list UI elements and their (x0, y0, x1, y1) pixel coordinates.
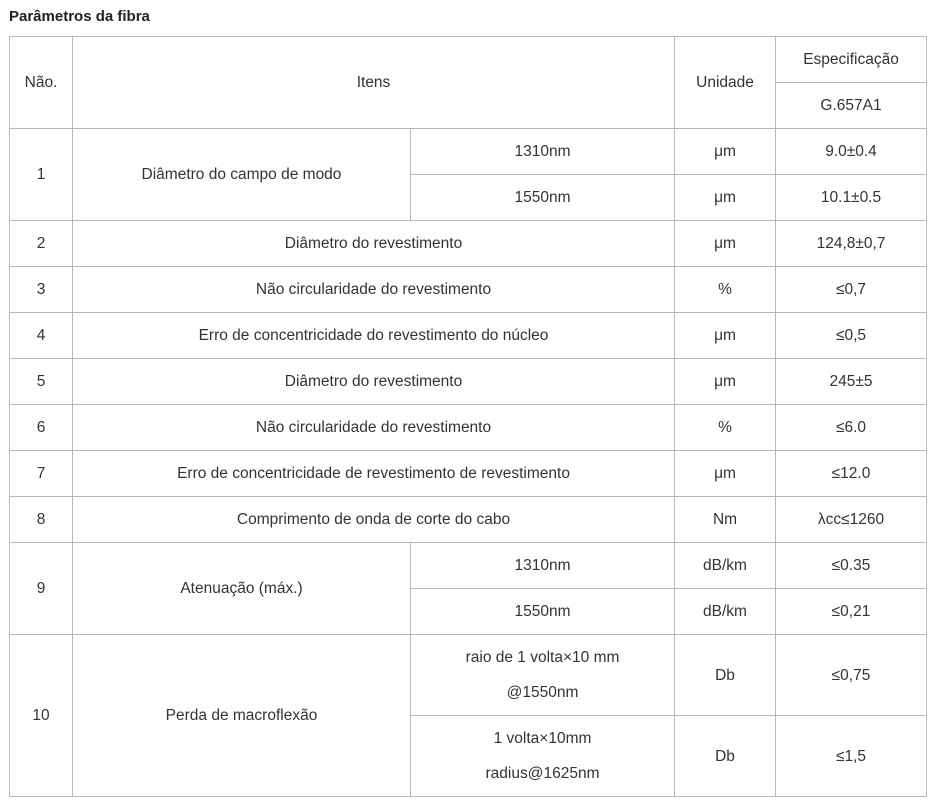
row-value: ≤1,5 (776, 716, 927, 797)
fiber-parameters-table (9, 36, 927, 797)
row-condition: 1550nm (411, 589, 675, 635)
row-condition: 1550nm (411, 175, 675, 221)
row-value: ≤0,7 (776, 267, 927, 313)
row-item: Não circularidade do revestimento (73, 267, 675, 313)
row-unit: μm (675, 313, 776, 359)
table-row (10, 129, 927, 175)
header-spec: Especificação (776, 37, 927, 83)
row-item: Diâmetro do revestimento (73, 221, 675, 267)
row-item: Atenuação (máx.) (73, 543, 411, 635)
table-row (10, 313, 927, 359)
row-value: 9.0±0.4 (776, 129, 927, 175)
condition-line-1: 1 volta×10mm (493, 730, 592, 747)
header-items: Itens (73, 37, 675, 129)
row-unit: dB/km (675, 543, 776, 589)
row-number: 10 (10, 635, 73, 797)
row-value: ≤0,21 (776, 589, 927, 635)
header-spec-type: G.657A1 (776, 83, 927, 129)
row-unit: Db (675, 635, 776, 716)
row-value: ≤12.0 (776, 451, 927, 497)
row-value: ≤0.35 (776, 543, 927, 589)
row-number: 2 (10, 221, 73, 267)
row-condition (411, 635, 675, 716)
row-unit: μm (675, 129, 776, 175)
header-unit: Unidade (675, 37, 776, 129)
row-value: ≤6.0 (776, 405, 927, 451)
row-value: λcc≤1260 (776, 497, 927, 543)
row-unit: μm (675, 221, 776, 267)
row-item: Comprimento de onda de corte do cabo (73, 497, 675, 543)
row-item: Perda de macroflexão (73, 635, 411, 797)
row-value: ≤0,5 (776, 313, 927, 359)
table-row (10, 405, 927, 451)
table-row (10, 635, 927, 716)
condition-line-2: radius@1625nm (485, 765, 600, 782)
row-condition (411, 716, 675, 797)
row-unit: dB/km (675, 589, 776, 635)
condition-line-2: @1550nm (506, 684, 579, 701)
table-row (10, 497, 927, 543)
row-item: Diâmetro do campo de modo (73, 129, 411, 221)
table-row (10, 359, 927, 405)
header-no: Não. (10, 37, 73, 129)
page-title: Parâmetros da fibra (9, 8, 150, 25)
row-unit: Nm (675, 497, 776, 543)
row-number: 4 (10, 313, 73, 359)
row-number: 3 (10, 267, 73, 313)
row-number: 6 (10, 405, 73, 451)
row-unit: μm (675, 175, 776, 221)
table-row (10, 267, 927, 313)
row-unit: Db (675, 716, 776, 797)
row-condition: 1310nm (411, 543, 675, 589)
row-number: 8 (10, 497, 73, 543)
row-number: 7 (10, 451, 73, 497)
row-number: 1 (10, 129, 73, 221)
row-unit: μm (675, 359, 776, 405)
table-row (10, 451, 927, 497)
row-number: 5 (10, 359, 73, 405)
row-item: Erro de concentricidade de revestimento de revestimento (73, 451, 675, 497)
row-value: 245±5 (776, 359, 927, 405)
table-row (10, 221, 927, 267)
row-item: Não circularidade do revestimento (73, 405, 675, 451)
row-item: Diâmetro do revestimento (73, 359, 675, 405)
condition-line-1: raio de 1 volta×10 mm (465, 649, 620, 666)
row-value: 124,8±0,7 (776, 221, 927, 267)
row-unit: % (675, 405, 776, 451)
row-unit: μm (675, 451, 776, 497)
row-condition: 1310nm (411, 129, 675, 175)
row-value: ≤0,75 (776, 635, 927, 716)
row-number: 9 (10, 543, 73, 635)
row-item: Erro de concentricidade do revestimento do núcleo (73, 313, 675, 359)
row-unit: % (675, 267, 776, 313)
row-value: 10.1±0.5 (776, 175, 927, 221)
table-row (10, 543, 927, 589)
